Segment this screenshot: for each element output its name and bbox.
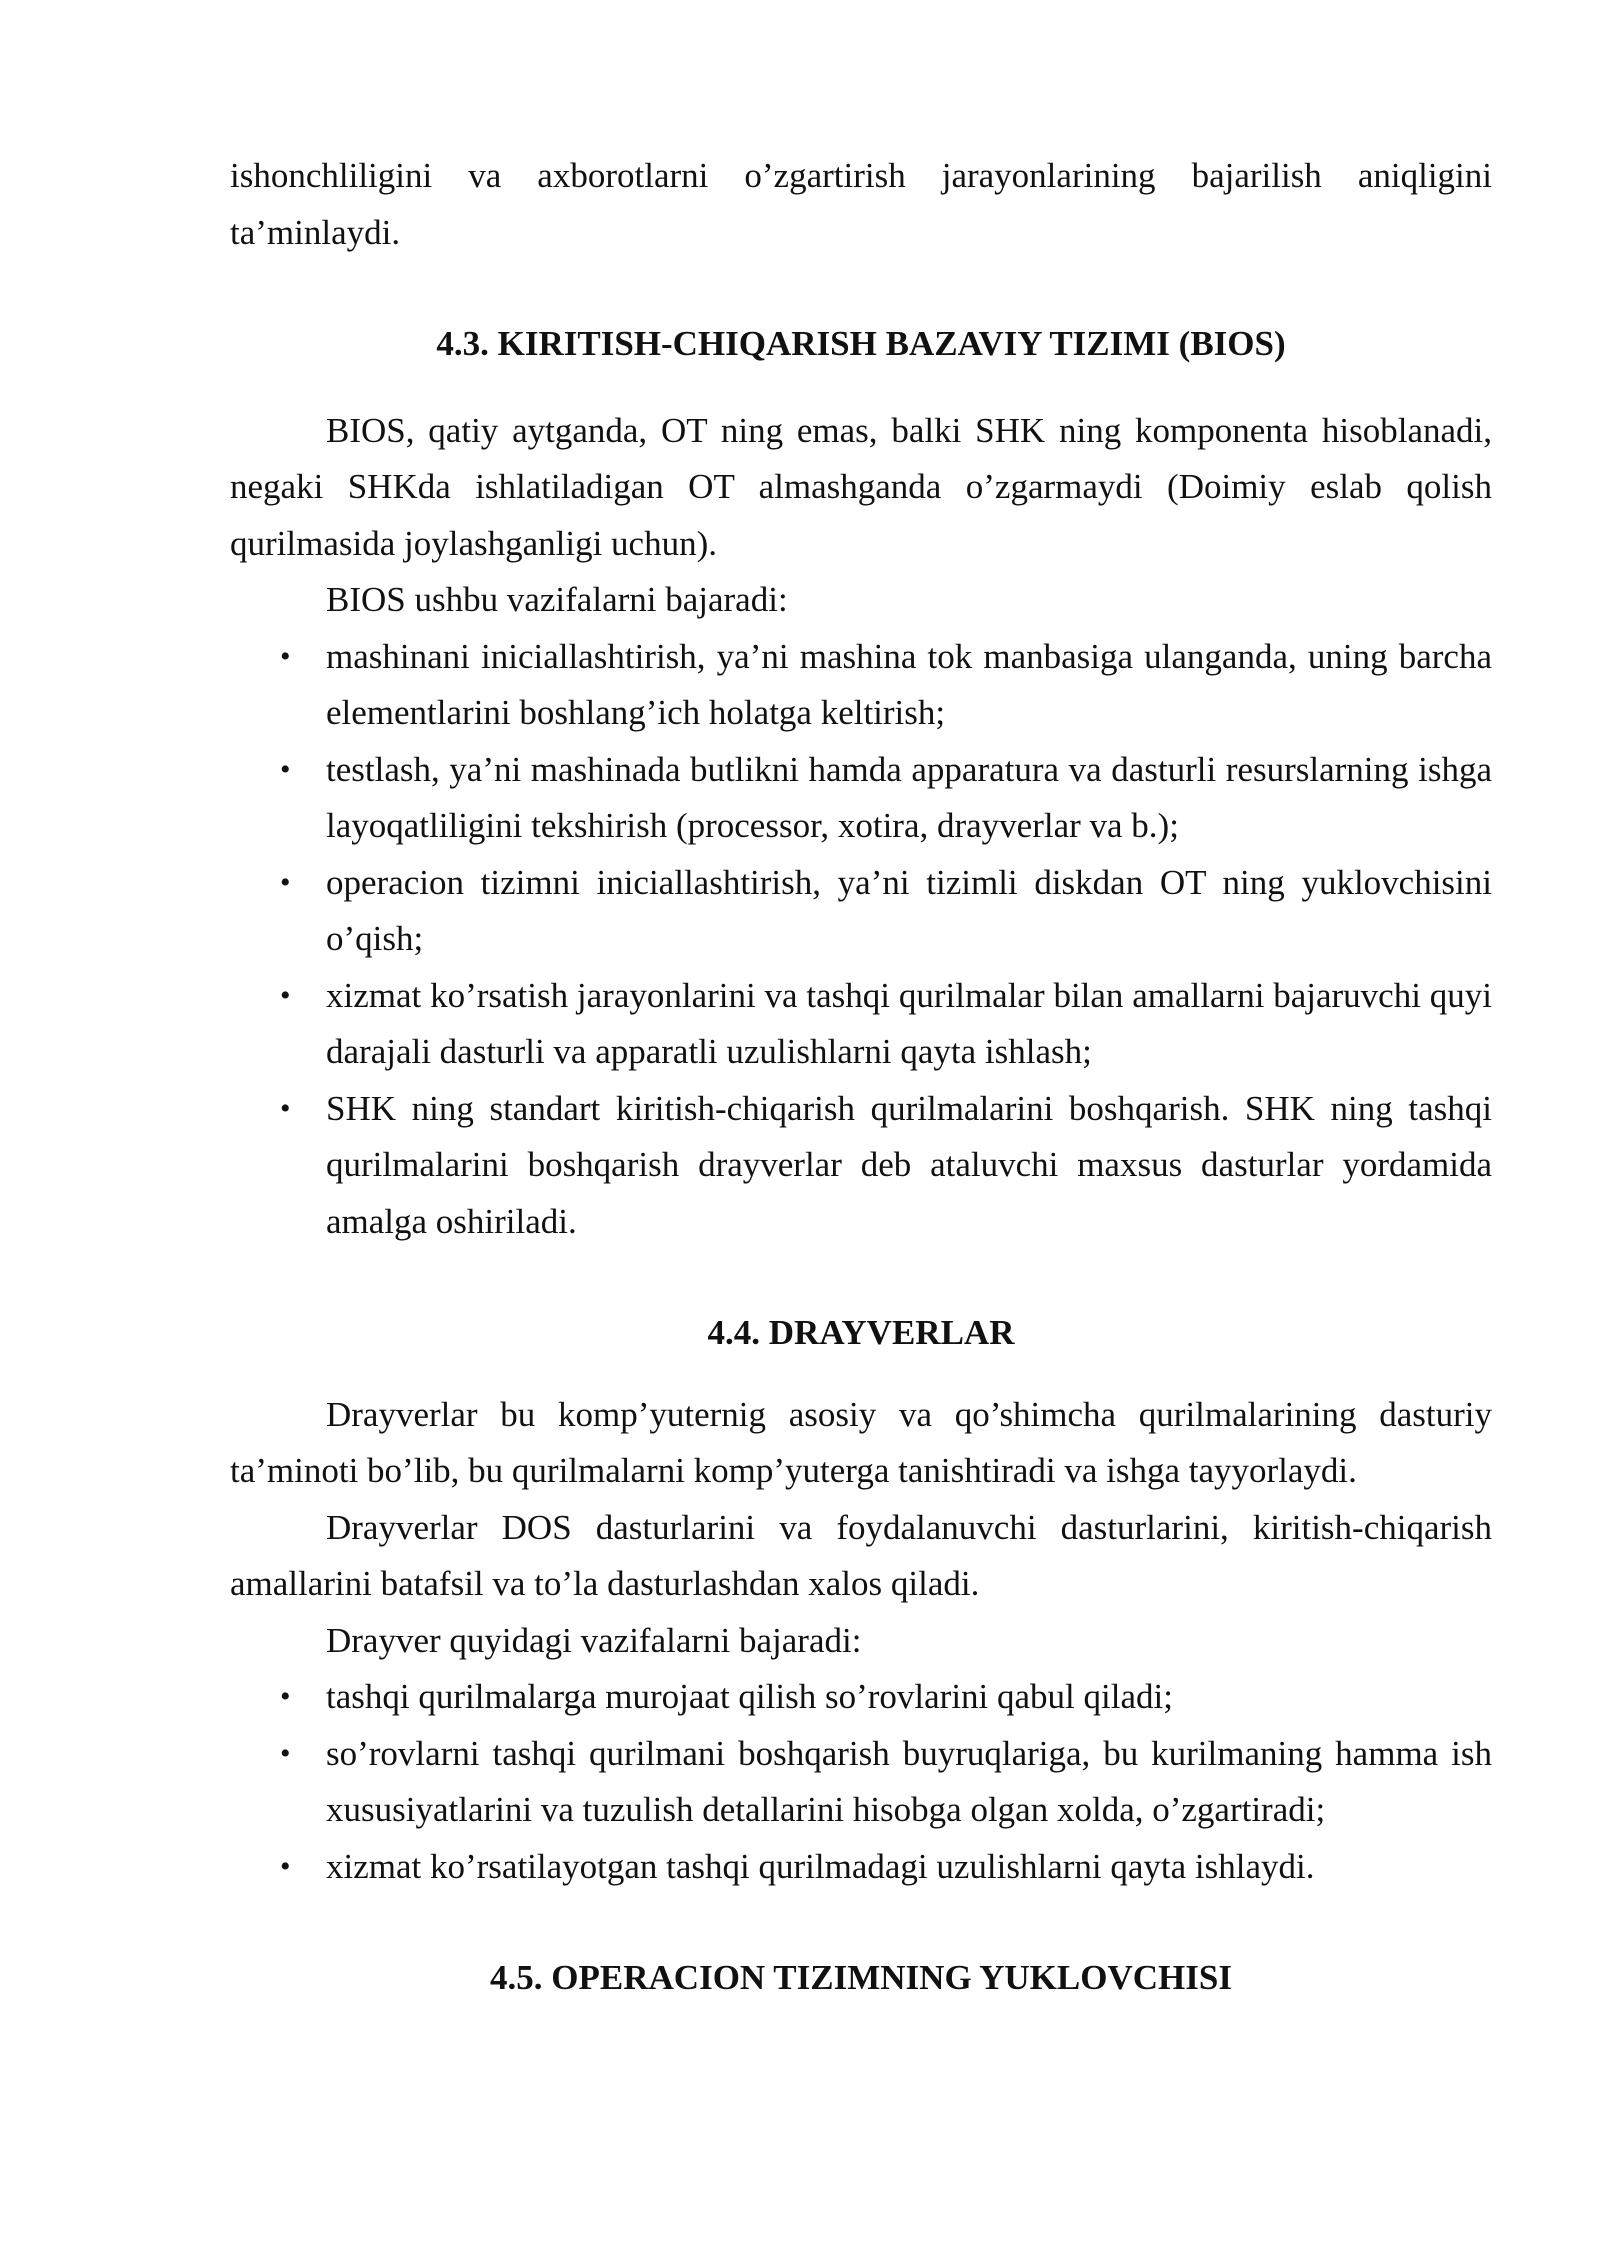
list-item — [230, 855, 1492, 968]
drivers-paragraph-3: Drayver quyidagi vazifalarni bajaradi: — [326, 1620, 862, 1660]
list-item-text: operacion tizimni iniciallashtirish, ya’ni tizimli diskdan OT ning yuklovchisini o’qish; — [326, 862, 1492, 958]
list-item-text: so’rovlarni tashqi qurilmani boshqarish buyruqlariga, bu kurilmaning hamma ish xususiyatlarini va tuzulish detallarini hisobga olgan xolda, o’zgartiradi; — [326, 1733, 1492, 1829]
bullet-icon: • — [280, 752, 291, 786]
list-item-text: SHK ning standart kiritish-chiqarish qurilmalarini boshqarish. SHK ning tashqi qurilmalarini boshqarish drayverlar deb ataluvchi maxsus dasturlar yordamida amalga oshiriladi. — [326, 1088, 1492, 1241]
list-item — [230, 968, 1492, 1081]
list-item — [230, 1669, 1492, 1726]
drivers-paragraph-2: Drayverlar DOS dasturlarini va foydalanuvchi dasturlarini, kiritish-chiqarish amallarini batafsil va to’la dasturlashdan xalos qiladi. — [230, 1507, 1492, 1603]
bullet-icon: • — [280, 1091, 291, 1125]
list-item-text: xizmat ko’rsatilayotgan tashqi qurilmadagi uzulishlarni qayta ishlaydi. — [326, 1846, 1315, 1886]
list-item — [230, 742, 1492, 855]
section-heading-bios: 4.3. KIRITISH-CHIQARISH BAZAVIY TIZIMI (BIOS) — [436, 324, 1286, 363]
bullet-icon: • — [280, 1736, 291, 1770]
bullet-icon: • — [280, 865, 291, 899]
bullet-icon: • — [280, 1680, 291, 1713]
document-page — [230, 148, 1492, 2007]
list-item — [230, 1081, 1492, 1251]
list-item — [230, 629, 1492, 742]
section-heading-loader: 4.5. OPERACION TIZIMNING YUKLOVCHISI — [490, 1958, 1232, 1997]
list-item — [230, 1726, 1492, 1839]
bios-paragraph-2: BIOS ushbu vazifalarni bajaradi: — [326, 580, 788, 619]
bullet-icon: • — [280, 978, 291, 1012]
list-item-text: mashinani iniciallashtirish, ya’ni mashina tok manbasiga ulanganda, uning barcha elementlarini boshlang’ich holatga keltirish; — [326, 636, 1492, 732]
bullet-icon: • — [280, 639, 291, 673]
bios-task-list — [230, 629, 1492, 1251]
list-item-text: testlash, ya’ni mashinada butlikni hamda apparatura va dasturli resurslarning ishga layoqatliligini tekshirish (processor, xotira, drayverlar va b.); — [326, 749, 1492, 845]
intro-paragraph: ishonchliligini va axborotlarni o’zgartirish jarayonlarining bajarilish aniqligini ta’minlaydi. — [230, 156, 1492, 252]
driver-task-list — [230, 1669, 1492, 1895]
drivers-paragraph-1: Drayverlar bu komp’yuternig asosiy va qo’shimcha qurilmalarining dasturiy ta’minoti bo’lib, bu qurilmalarni komp’yuterga tanishtiradi va ishga tayyorlaydi. — [230, 1394, 1492, 1490]
bios-paragraph-1: BIOS, qatiy aytganda, OT ning emas, balki SHK ning komponenta hisoblanadi, negaki SHKda ishlatiladigan OT almashganda o’zgarmaydi (Doimiy eslab qolish qurilmasida joylashganligi uchun). — [230, 410, 1492, 563]
list-item — [230, 1839, 1492, 1896]
section-heading-drivers: 4.4. DRAYVERLAR — [707, 1313, 1015, 1352]
list-item-text: xizmat ko’rsatish jarayonlarini va tashqi qurilmalar bilan amallarni bajaruvchi quyi darajali dasturli va apparatli uzulishlarni qayta ishlash; — [326, 975, 1492, 1071]
list-item-text: tashqi qurilmalarga murojaat qilish so’rovlarini qabul qiladi; — [326, 1677, 1173, 1716]
bullet-icon: • — [280, 1849, 291, 1883]
